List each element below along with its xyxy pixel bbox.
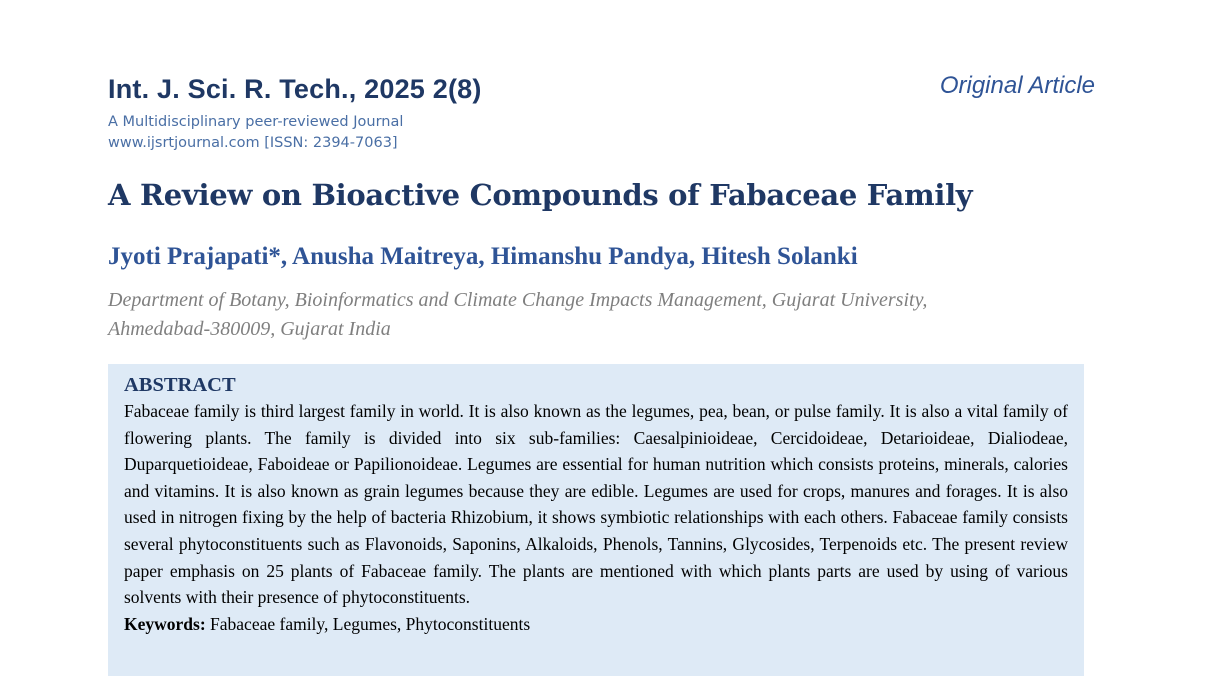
abstract-heading: ABSTRACT	[124, 374, 236, 396]
keywords-label: Keywords:	[124, 613, 206, 634]
affiliation	[108, 286, 1108, 344]
article-type-label: Original Article	[939, 72, 1095, 99]
abstract-box	[108, 364, 1084, 676]
keywords-line	[124, 611, 1068, 638]
abstract-body: Fabaceae family is third largest family in world. It is also known as the legumes, pea, bean, or pulse family. It is also a vital family of flowering plants. The family is divided into six sub-families: Caesalpinioideae, Cercidoideae, Detarioideae, Dialiodeae, Duparquetioideae, Faboideae or Papilionoideae. Legumes are essential for human nutrition which consists proteins, minerals, calories and vitamins. It is also known as grain legumes because they are edible. Legumes are used for crops, manures and forages. It is also used in nitrogen fixing by the help of bacteria Rhizobium, it shows symbiotic relationships with each others. Fabaceae family consists several phytoconstituents such as Flavonoids, Saponins, Alkaloids, Phenols, Tannins, Glycosides, Terpenoids etc. The present review paper emphasis on 25 plants of Fabaceae family. The plants are mentioned with which plants parts are used by using of various solvents with their presence of phytoconstituents.	[124, 401, 1068, 608]
journal-title: Int. J. Sci. R. Tech., 2025 2(8)	[108, 74, 482, 104]
affiliation-line-2: Ahmedabad-380009, Gujarat India	[108, 318, 391, 340]
author-list: Jyoti Prajapati*, Anusha Maitreya, Himanshu Pandya, Hitesh Solanki	[108, 243, 858, 270]
affiliation-line-1: Department of Botany, Bioinformatics and Climate Change Impacts Management, Gujarat University,	[108, 289, 928, 311]
journal-description: A Multidisciplinary peer-reviewed Journal	[108, 114, 404, 130]
keywords-value: Fabaceae family, Legumes, Phytoconstituents	[210, 613, 531, 634]
journal-website-issn: www.ijsrtjournal.com [ISSN: 2394-7063]	[108, 135, 398, 151]
paper-title: A Review on Bioactive Compounds of Fabaceae Family	[108, 178, 973, 212]
